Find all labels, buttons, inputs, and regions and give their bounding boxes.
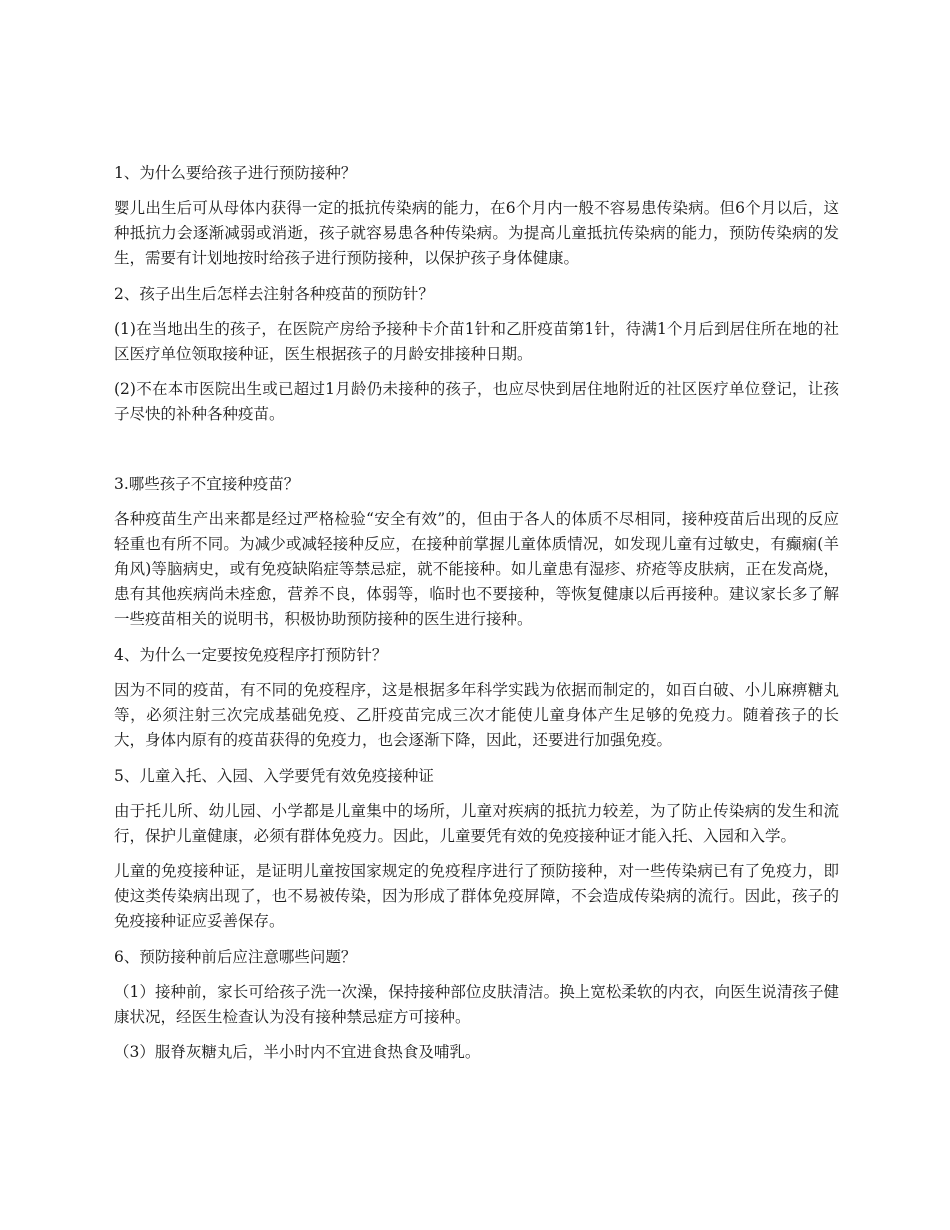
section-5-heading: 5、儿童入托、入园、入学要凭有效免疫接种证 [114, 767, 434, 785]
section-gap [114, 437, 839, 471]
section-6-paragraph-2: （3）服脊灰糖丸后，半小时内不宜进食热食及哺乳。 [114, 1043, 481, 1061]
section-3-paragraph-1: 各种疫苗生产出来都是经过严格检验“安全有效”的，但由于各人的体质不尽相同，接种疫苗后出现的反应轻重也有所不同。为减少或减轻接种反应，在接种前掌握儿童体质情况，如发现儿童有过敏史，有癫痫(羊角风)等脑病史，或有免疫缺陷症等禁忌症，就不能接种。如儿童患有湿疹、疥疮等皮肤病，正在发高烧，患有其他疾病尚未痊愈，营养不良，体弱等，临时也不要接种，等恢复健康以后再接种。建议家长多了解一些疫苗相关的说明书，积极协助预防接种的医生进行接种。 [114, 510, 839, 628]
section-1-heading: 1、为什么要给孩子进行预防接种？ [114, 164, 357, 182]
section-5-paragraph-2: 儿童的免疫接种证，是证明儿童按国家规定的免疫程序进行了预防接种，对一些传染病已有了免疫力，即使这类传染病出现了，也不易被传染，因为形成了群体免疫屏障，不会造成传染病的流行。因此，孩子的免疫接种证应妥善保存。 [114, 862, 839, 930]
section-2-heading: 2、孩子出生后怎样去注射各种疫苗的预防针？ [114, 285, 434, 303]
section-1-paragraph-1: 婴儿出生后可从母体内获得一定的抵抗传染病的能力，在6个月内一般不容易患传染病。但6个月以后，这种抵抗力会逐渐减弱或消逝，孩子就容易患各种传染病。为提高儿童抵抗传染病的能力，预防传染病的发生，需要有计划地按时给孩子进行预防接种，以保护孩子身体健康。 [114, 199, 839, 267]
document-page [114, 160, 839, 1075]
section-2-paragraph-2: (2)不在本市医院出生或已超过1月龄仍未接种的孩子，也应尽快到居住地附近的社区医疗单位登记，让孩子尽快的补种各种疫苗。 [114, 380, 839, 423]
section-6-heading: 6、预防接种前后应注意哪些问题？ [114, 948, 357, 966]
section-4-heading: 4、为什么一定要按免疫程序打预防针？ [114, 646, 388, 664]
section-2-paragraph-1: (1)在当地出生的孩子，在医院产房给予接种卡介苗1针和乙肝疫苗第1针，待满1个月后到居住所在地的社区医疗单位领取接种证，医生根据孩子的月龄安排接种日期。 [114, 320, 839, 363]
section-3-heading: 3.哪些孩子不宜接种疫苗？ [114, 475, 300, 493]
section-5-paragraph-1: 由于托儿所、幼儿园、小学都是儿童集中的场所，儿童对疾病的抵抗力较差，为了防止传染病的发生和流行，保护儿童健康，必须有群体免疫力。因此，儿童要凭有效的免疫接种证才能入托、入园和入学。 [114, 802, 839, 845]
section-4-paragraph-1: 因为不同的疫苗，有不同的免疫程序，这是根据多年科学实践为依据而制定的，如百白破、小儿麻痹糖丸等，必须注射三次完成基础免疫、乙肝疫苗完成三次才能使儿童身体产生足够的免疫力。随着孩子的长大，身体内原有的疫苗获得的免疫力，也会逐渐下降，因此，还要进行加强免疫。 [114, 681, 839, 749]
section-6-paragraph-1: （1）接种前，家长可给孩子洗一次澡，保持接种部位皮肤清洁。换上宽松柔软的内衣，向医生说清孩子健康状况，经医生检查认为没有接种禁忌症方可接种。 [114, 983, 839, 1026]
